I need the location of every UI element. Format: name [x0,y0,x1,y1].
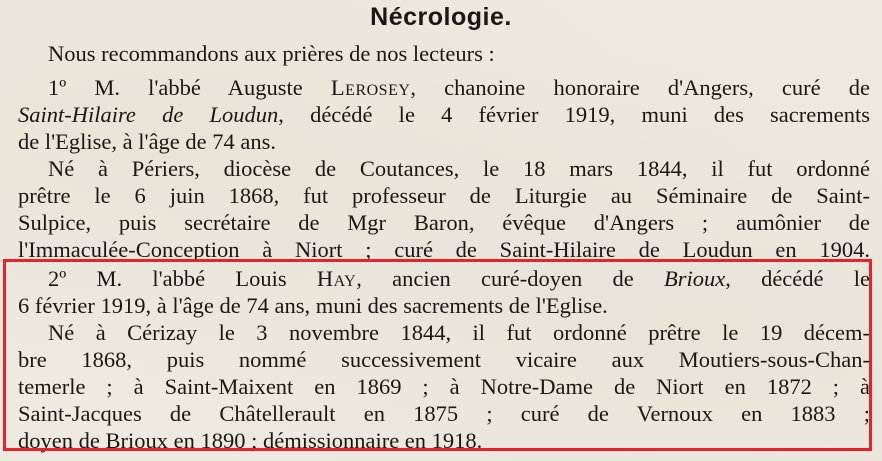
entry2-line1 [48,265,870,292]
entry1-line2 [18,101,870,128]
entry1-bio-line2: prêtre le 6 juin 1868, fut professeur de Liturgie au Séminaire de Saint- [18,183,870,208]
entry1-line3: de l'Eglise, à l'âge de 74 ans. [18,129,277,154]
entry1-bio-line1: Né à Périers, diocèse de Coutances, le 18 mars 1844, il fut ordonné [48,156,870,181]
section-title: Nécrologie. [370,3,512,31]
entry1-bio-line4: l'Immaculée-Conception à Niort ; curé de Saint-Hilaire de Loudun en 1904. [18,237,870,262]
entry2-bio-line4: Saint-Jacques de Châtellerault en 1875 ; curé de Vernoux en 1883 ; [18,401,870,426]
entry1-heading-rest: , chanoine honoraire d'Angers, curé de [410,75,870,100]
entry1-bio-line3: Sulpice, puis secrétaire de Mgr Baron, évêque d'Angers ; aumônier de [18,210,870,235]
entry2-heading-mid: , ancien curé-doyen de [356,266,664,291]
entry2-bio-line2: bre 1868, puis nommé successivement vicaire aux Moutiers-sous-Chan- [18,347,870,372]
intro-line: Nous recommandons aux prières de nos lecteurs : [48,41,495,66]
entry2-bio-line1: Né à Cérizay le 3 novembre 1844, il fut ordonné prêtre le 19 décem- [48,320,870,345]
entry2-heading: 2º M. l'abbé Louis [48,266,317,291]
entry2-surname: Hay [316,266,357,291]
entry2-line2: 6 février 1919, à l'âge de 74 ans, muni des sacrements de l'Eglise. [18,293,608,318]
entry1-heading: 1º M. l'abbé Auguste [48,75,331,100]
entry1-line2-rest: , décédé le 4 février 1919, muni des sacrements [278,102,870,127]
entry2-parish: Brioux [663,266,726,291]
entry1-line1 [48,74,870,101]
entry2-bio-line5: doyen de Brioux en 1890 ; démissionnaire en 1918. [18,428,483,453]
entry2-heading-rest: , décédé le [725,266,870,291]
entry1-surname: Lerosey [330,75,411,100]
entry2-bio-line3: temerle ; à Saint-Maixent en 1869 ; à Notre-Dame de Niort en 1872 ; à [18,374,870,399]
entry1-parish: Saint-Hilaire de Loudun [18,102,279,127]
